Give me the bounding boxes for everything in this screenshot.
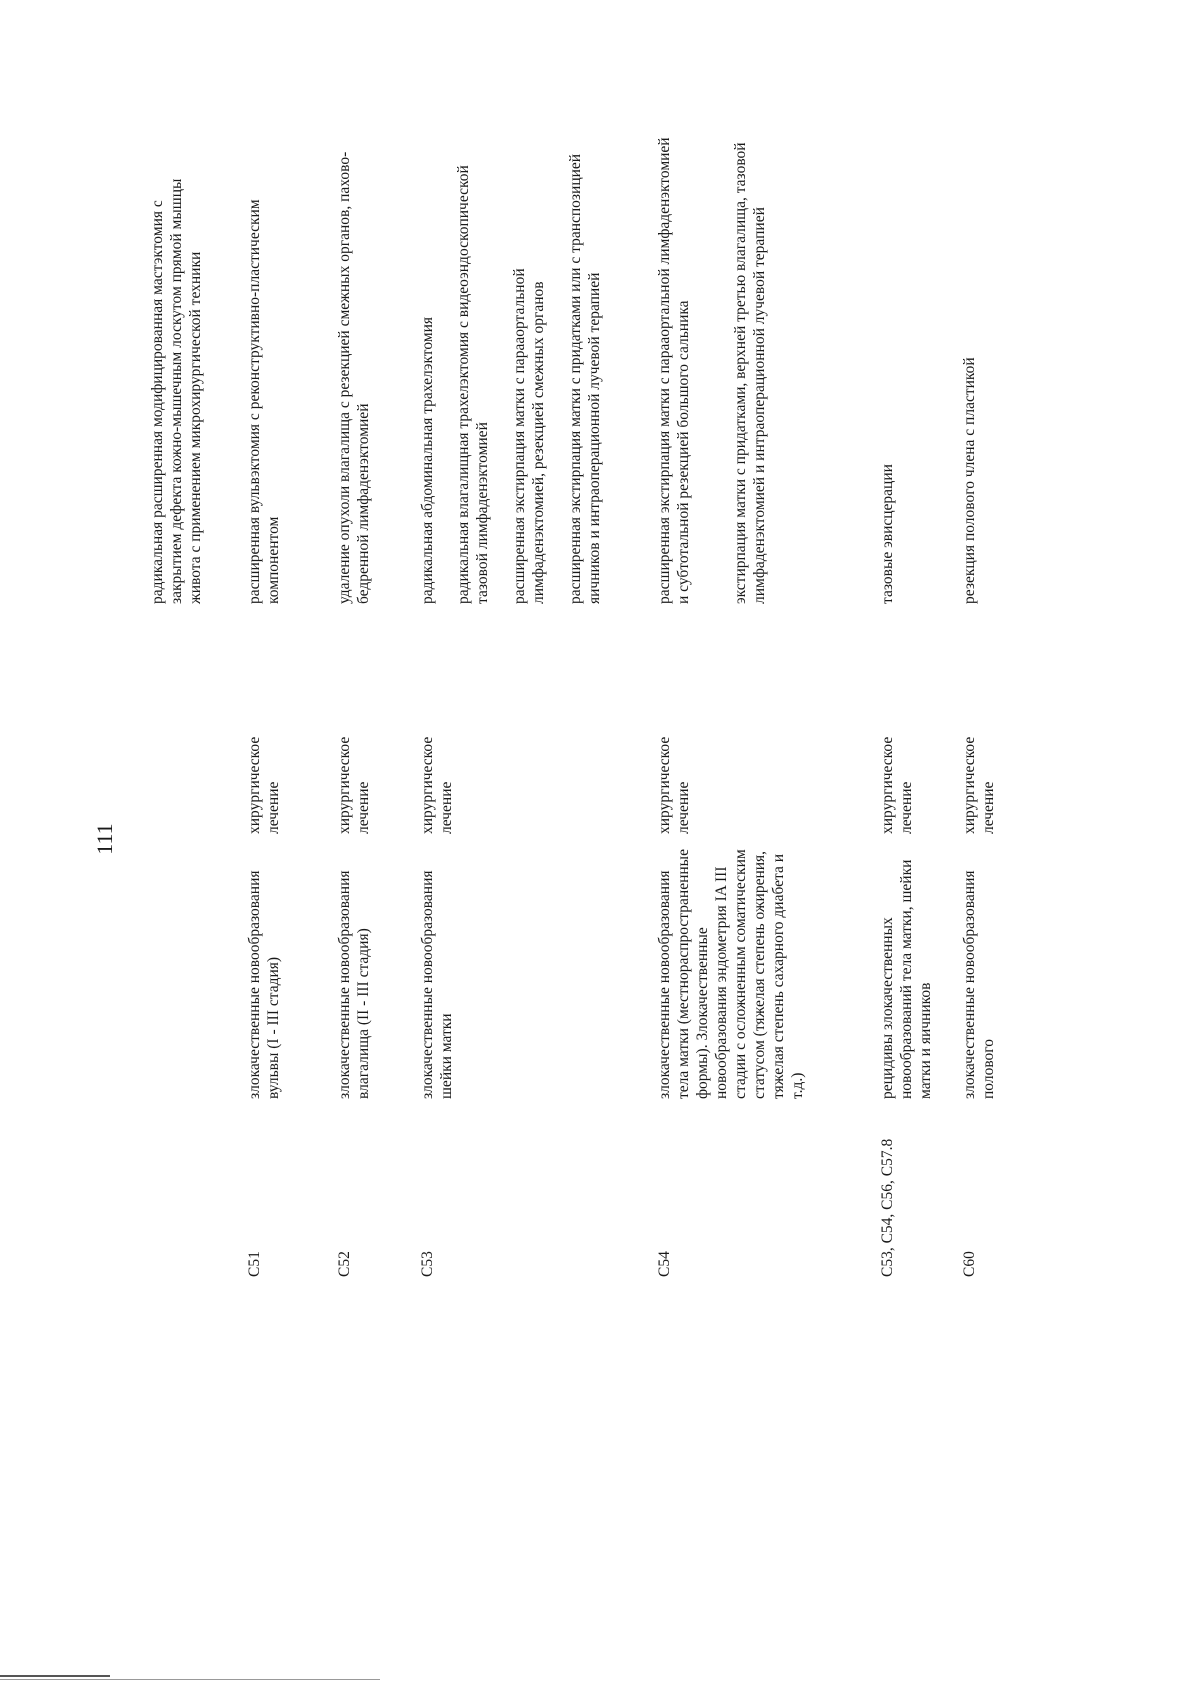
row-c53-method-3: расширенная экстирпация матки с парааортальной лимфаденэктомией, резекцией смежных органов: [511, 268, 547, 604]
row-recurrence-diagnosis: рецидивы злокачественных новообразований тела матки, шейки матки и яичников: [879, 859, 934, 1099]
row-c53-code: C53: [419, 1251, 436, 1277]
row-c54-treatment: хирургическое лечение: [656, 736, 692, 834]
row-c53-method-2: радикальная влагалищная трахелэктомия с видеоэндоскопической тазовой лимфаденэктомией: [455, 165, 491, 604]
row-c54-method-1: расширенная экстирпация матки с парааортальной лимфаденэктомией и субтотальной резекцией большого сальника: [656, 137, 692, 604]
row-c53-method-4: расширенная экстирпация матки с придатками или с транспозицией яичников и интраоперационной лучевой терапией: [567, 153, 603, 604]
row-recurrence-code: C53, C54, C56, C57.8: [879, 1138, 896, 1277]
row-c51-treatment: хирургическое лечение: [246, 736, 282, 834]
row-c60-diagnosis: злокачественные новообразования полового: [961, 870, 997, 1099]
intro-method: радикальная расширенная модифицированная мастэктомия с закрытием дефекта кожно-мышечным лоскутом прямой мышцы живота с применением микрохирургической техники: [149, 178, 204, 604]
row-c53-method-1: радикальная абдоминальная трахелэктомия: [419, 316, 436, 604]
row-c52-code: C52: [336, 1251, 353, 1277]
row-c54-diagnosis: злокачественные новообразования тела матки (местнораспространенные формы). Злокачественные новообразования эндометрия IA III стадии с осложненным соматическим статусом (тяжелая степень ожирения, тяжелая степень сахарного диабета и т.д.): [656, 849, 806, 1099]
row-c52-diagnosis: злокачественные новообразования влагалища (II - III стадия): [336, 870, 372, 1099]
row-c54-code: C54: [656, 1251, 673, 1277]
row-c51-method: расширенная вульвэктомия с реконструктивно-пластическим компонентом: [246, 199, 282, 604]
row-c51-code: C51: [246, 1251, 263, 1277]
row-c53-diagnosis: злокачественные новообразования шейки матки: [419, 870, 455, 1099]
row-c52-method: удаление опухоли влагалища с резекцией смежных органов, пахово-бедренной лимфаденэктомией: [336, 151, 372, 604]
scan-edge-line: [0, 1679, 380, 1680]
page-number: 111: [92, 823, 117, 855]
row-c53-treatment: хирургическое лечение: [419, 736, 455, 834]
row-c52-treatment: хирургическое лечение: [336, 736, 372, 834]
scan-edge-line: [0, 1675, 110, 1677]
row-c51-diagnosis: злокачественные новообразования вульвы (I - III стадия): [246, 870, 282, 1099]
row-c60-treatment: хирургическое лечение: [961, 736, 997, 834]
row-c60-code: C60: [961, 1251, 978, 1277]
row-c54-method-2: экстирпация матки с придатками, верхней третью влагалища, тазовой лимфаденэктомией и интраоперационной лучевой терапией: [732, 142, 768, 604]
row-recurrence-method: тазовые эвисцерации: [879, 464, 896, 604]
row-c60-method: резекция полового члена с пластикой: [961, 357, 978, 604]
row-recurrence-treatment: хирургическое лечение: [879, 736, 915, 834]
